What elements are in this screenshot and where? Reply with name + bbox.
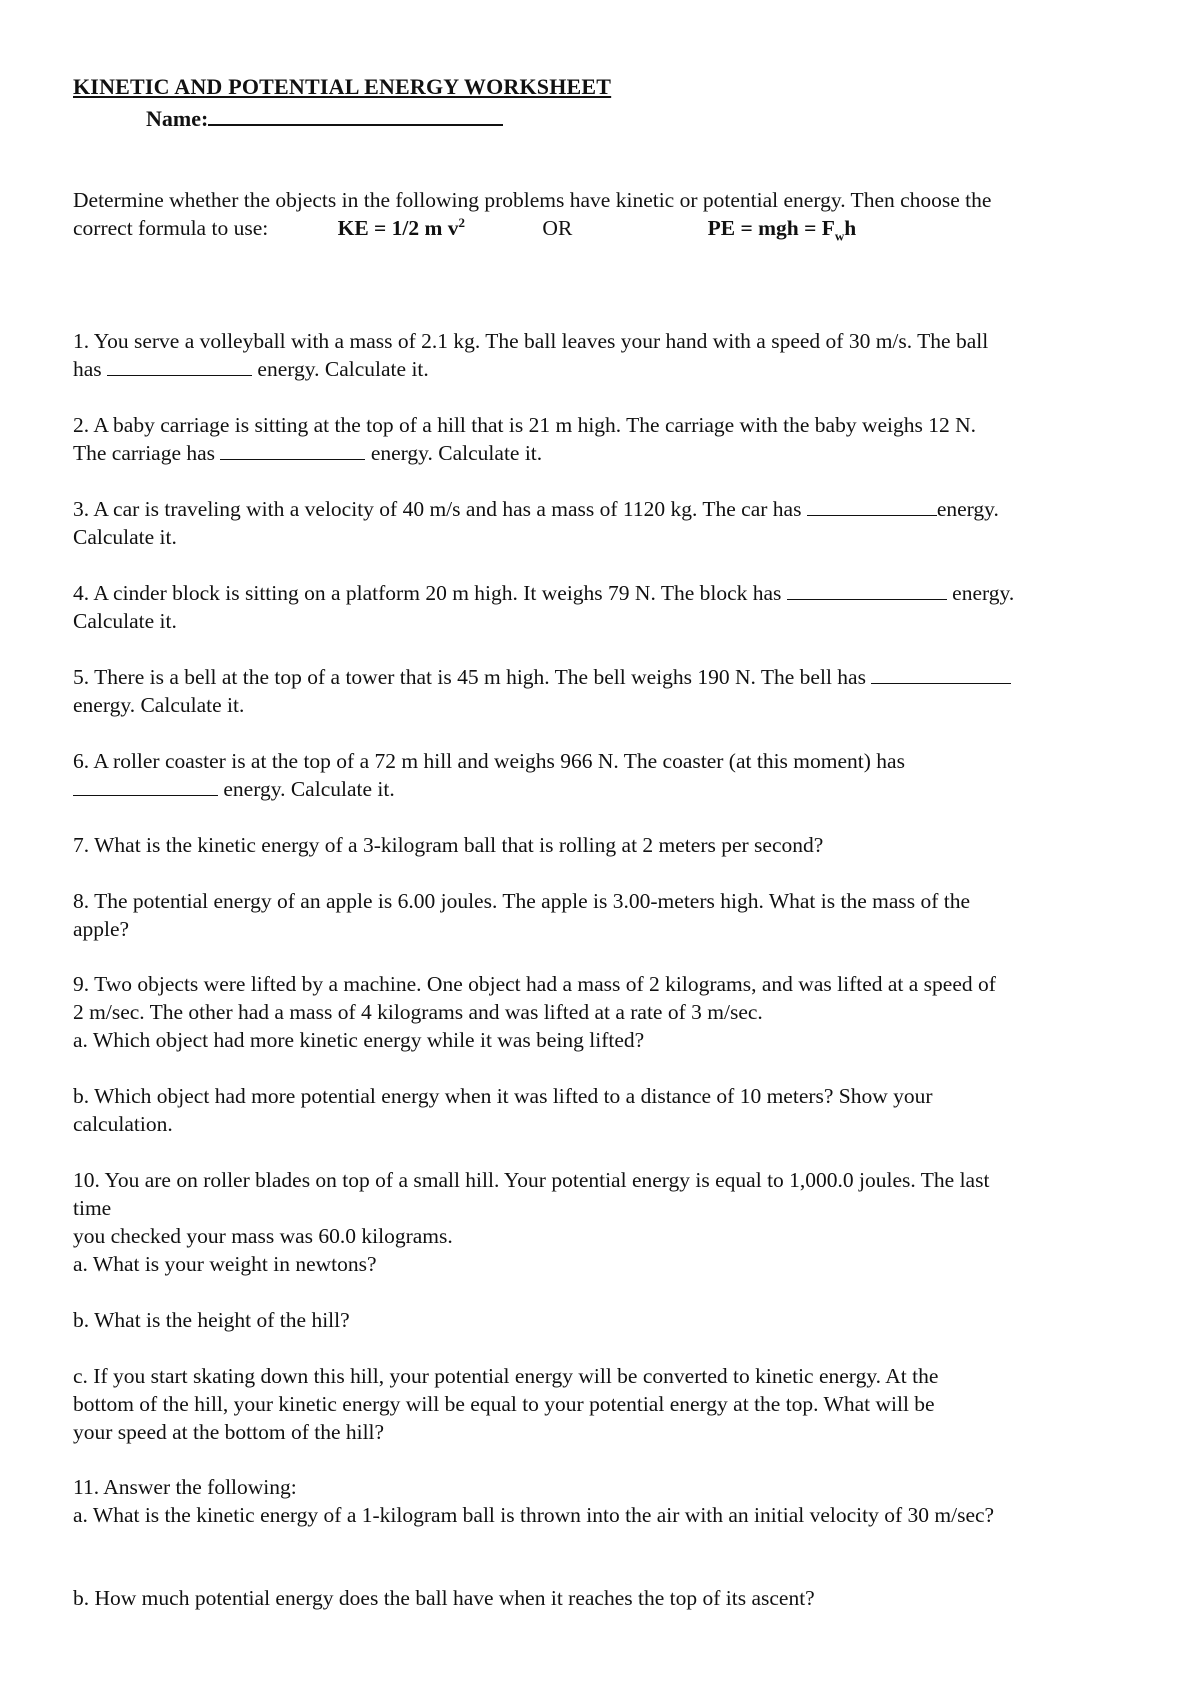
question-4-text: 4. A cinder block is sitting on a platform 20 m high. It weighs 79 N. The block has	[73, 581, 782, 605]
question-1-prefix: has	[73, 357, 102, 381]
question-10c-text: c. If you start skating down this hill, your potential energy will be converted to kinetic energy. At the	[73, 1364, 939, 1388]
question-7-text: 7. What is the kinetic energy of a 3-kilogram ball that is rolling at 2 meters per second?	[73, 833, 824, 857]
question-2-prefix: The carriage has	[73, 441, 216, 465]
question-10-line-3: you checked your mass was 60.0 kilograms.	[73, 1224, 453, 1248]
question-5	[73, 663, 1133, 719]
question-3-line-1	[73, 495, 1133, 523]
question-2-line-2	[73, 439, 1133, 467]
question-3-suffix: energy.	[936, 497, 999, 521]
ke-exponent: 2	[458, 214, 466, 230]
answer-blank-3[interactable]	[807, 497, 937, 516]
question-2	[73, 411, 1133, 467]
question-9a: a. Which object had more kinetic energy while it was being lifted?	[73, 1028, 645, 1052]
question-3-text: 3. A car is traveling with a velocity of 40 m/s and has a mass of 1120 kg. The car has	[73, 497, 802, 521]
question-3	[73, 495, 1133, 551]
question-10b-text: b. What is the height of the hill?	[73, 1308, 350, 1332]
answer-blank-1[interactable]	[107, 357, 252, 376]
pe-formula-text: PE = mgh = F	[707, 216, 835, 240]
question-4-line-2: Calculate it.	[73, 609, 177, 633]
question-9b-line-2: calculation.	[73, 1112, 173, 1136]
question-9	[73, 970, 1133, 1054]
instructions	[73, 186, 1133, 242]
question-4-suffix: energy.	[952, 581, 1015, 605]
question-10	[73, 1166, 1133, 1278]
question-11b-text: b. How much potential energy does the ball have when it reaches the top of its ascent?	[73, 1586, 815, 1610]
question-8	[73, 887, 1133, 943]
question-10a: a. What is your weight in newtons?	[73, 1252, 377, 1276]
question-8-line-2: apple?	[73, 917, 130, 941]
question-10c-line-3: your speed at the bottom of the hill?	[73, 1420, 385, 1444]
name-field-row	[146, 104, 503, 132]
instructions-line-2	[73, 214, 1133, 242]
question-9b-text: b. Which object had more potential energy when it was lifted to a distance of 10 meters? Show your	[73, 1084, 933, 1108]
question-11b	[73, 1584, 1133, 1612]
question-5-text: 5. There is a bell at the top of a tower that is 45 m high. The bell weighs 190 N. The bell has	[73, 665, 866, 689]
question-6-suffix: energy. Calculate it.	[223, 777, 395, 801]
question-1-line-2	[73, 355, 1133, 383]
answer-blank-4[interactable]	[787, 581, 947, 600]
name-blank[interactable]	[208, 104, 503, 126]
answer-blank-5[interactable]	[871, 665, 1011, 684]
question-6-text: 6. A roller coaster is at the top of a 72 m hill and weighs 966 N. The coaster (at this moment) has	[73, 749, 905, 773]
question-9-line-2: 2 m/sec. The other had a mass of 4 kilograms and was lifted at a rate of 3 m/sec.	[73, 1000, 763, 1024]
pe-formula	[707, 216, 857, 244]
question-4-line-1	[73, 579, 1133, 607]
question-5-line-2: energy. Calculate it.	[73, 693, 245, 717]
question-6-line-2	[73, 775, 1133, 803]
question-11a: a. What is the kinetic energy of a 1-kilogram ball is thrown into the air with an initial velocity of 30 m/sec?	[73, 1503, 995, 1527]
question-10-line-2: time	[73, 1196, 112, 1220]
question-11	[73, 1473, 1133, 1529]
question-8-text: 8. The potential energy of an apple is 6.00 joules. The apple is 3.00-meters high. What is the mass of the	[73, 889, 971, 913]
ke-formula	[338, 216, 465, 240]
formula-prompt: correct formula to use:	[73, 216, 269, 240]
question-10b	[73, 1306, 1133, 1334]
worksheet-title: KINETIC AND POTENTIAL ENERGY WORKSHEET	[73, 74, 612, 99]
question-9-text: 9. Two objects were lifted by a machine. One object had a mass of 2 kilograms, and was lifted at a speed of	[73, 972, 996, 996]
question-3-line-2: Calculate it.	[73, 525, 177, 549]
question-7	[73, 831, 1133, 859]
question-9b	[73, 1082, 1133, 1138]
question-6	[73, 747, 1133, 803]
or-text: OR	[542, 216, 573, 240]
name-label: Name:	[146, 106, 209, 131]
question-11-text: 11. Answer the following:	[73, 1475, 297, 1499]
instructions-line-1: Determine whether the objects in the following problems have kinetic or potential energy. Then choose the	[73, 188, 992, 212]
question-4	[73, 579, 1133, 635]
question-5-line-1	[73, 663, 1133, 691]
ke-formula-text: KE = 1/2 m v	[337, 216, 459, 240]
pe-subscript: w	[834, 228, 845, 244]
question-10c-line-2: bottom of the hill, your kinetic energy will be equal to your potential energy at the top. What will be	[73, 1392, 935, 1416]
question-1	[73, 327, 1133, 383]
answer-blank-2[interactable]	[220, 441, 365, 460]
pe-formula-end: h	[844, 216, 857, 240]
answer-blank-6[interactable]	[73, 777, 218, 796]
question-10-text: 10. You are on roller blades on top of a small hill. Your potential energy is equal to 1,000.0 joules. The last	[73, 1168, 990, 1192]
question-1-suffix: energy. Calculate it.	[257, 357, 429, 381]
question-10c	[73, 1362, 1133, 1446]
question-2-text: 2. A baby carriage is sitting at the top of a hill that is 21 m high. The carriage with the baby weighs 12 N.	[73, 413, 977, 437]
question-2-suffix: energy. Calculate it.	[370, 441, 543, 465]
question-1-text: 1. You serve a volleyball with a mass of 2.1 kg. The ball leaves your hand with a speed of 30 m/s. The ball	[73, 329, 989, 353]
